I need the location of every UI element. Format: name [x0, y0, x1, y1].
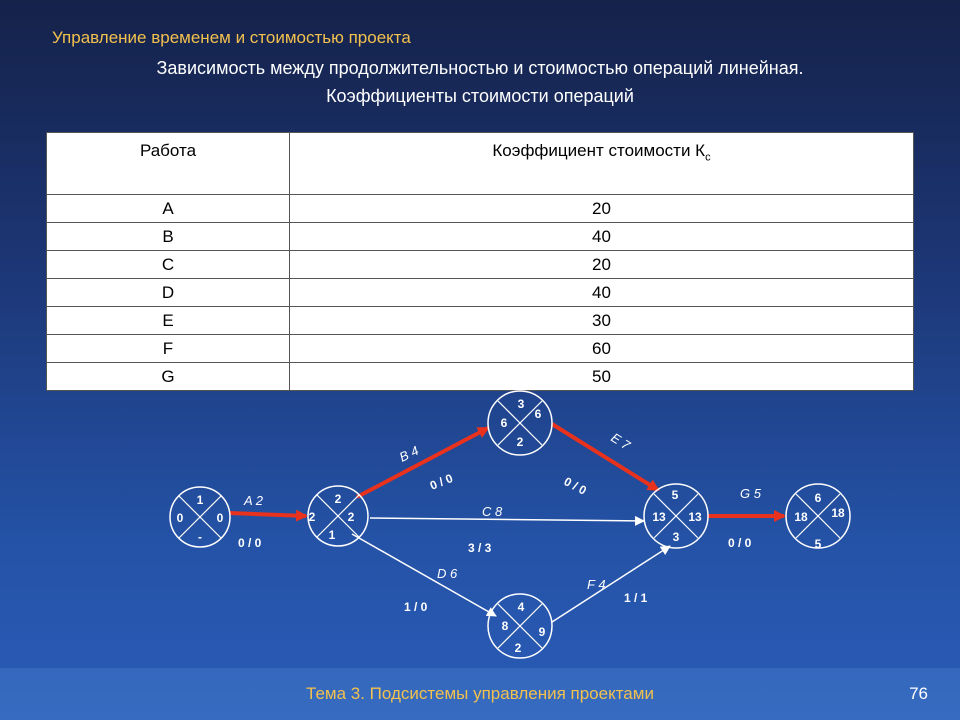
node-2-prev: 1: [328, 528, 336, 542]
header-coefficient-text: Коэффициент стоимости К: [492, 141, 706, 160]
edge-A-label: A 2: [244, 493, 264, 508]
cell-coef: 40: [290, 223, 914, 251]
cell-work: B: [47, 223, 290, 251]
edge-B-label: B 4: [396, 442, 421, 465]
node-3-number: 3: [517, 397, 525, 411]
edge-C: [370, 518, 644, 521]
cell-work: E: [47, 307, 290, 335]
node-5-prev: 3: [672, 530, 680, 544]
cell-work: G: [47, 363, 290, 391]
node-2-late: 2: [347, 510, 355, 524]
node-6-prev: 5: [814, 537, 822, 551]
edge-F-reserve: 1 / 1: [624, 591, 648, 605]
cell-coef: 50: [290, 363, 914, 391]
edge-G-reserve: 0 / 0: [728, 536, 752, 550]
edge-D-reserve: 1 / 0: [404, 600, 428, 614]
header-coefficient-subscript: с: [705, 151, 711, 164]
node-4-late: 9: [538, 625, 546, 639]
cell-work: A: [47, 195, 290, 223]
slide-subtitle-line1: Зависимость между продолжительностью и стоимостью операций линейная.: [156, 58, 804, 78]
cell-coef: 60: [290, 335, 914, 363]
edge-C-label: C 8: [482, 504, 503, 519]
node-6-number: 6: [814, 491, 822, 505]
node-2-early: 2: [308, 510, 316, 524]
event-node-6: [786, 484, 850, 551]
node-5-early: 13: [652, 510, 666, 524]
edge-E-label: E 7: [608, 429, 633, 453]
edge-F-label: F 4: [587, 577, 606, 592]
cell-coef: 30: [290, 307, 914, 335]
node-5-late: 13: [688, 510, 702, 524]
edge-F: [552, 546, 670, 622]
event-node-3: [488, 391, 552, 455]
page-number: 76: [909, 684, 928, 703]
cell-coef: 20: [290, 251, 914, 279]
cell-coef: 40: [290, 279, 914, 307]
node-6-late: 18: [831, 506, 845, 520]
cell-work: F: [47, 335, 290, 363]
event-node-5: [644, 484, 708, 548]
node-3-prev: 2: [516, 435, 524, 449]
node-4-number: 4: [517, 600, 525, 614]
edge-G-label: G 5: [740, 486, 761, 501]
edge-A-reserve: 0 / 0: [238, 536, 262, 550]
node-4-early: 8: [501, 619, 509, 633]
node-2-number: 2: [334, 492, 342, 506]
node-1-number: 1: [196, 493, 204, 507]
edge-D-label: D 6: [437, 566, 458, 581]
event-node-4: [488, 594, 552, 658]
edge-B: [357, 428, 488, 497]
node-1-late: 0: [216, 511, 224, 525]
event-node-2: [308, 486, 368, 546]
header-work: Работа: [47, 133, 290, 195]
footer-topic: Тема 3. Подсистемы управления проектами: [306, 684, 654, 703]
edge-C-reserve: 3 / 3: [468, 541, 492, 555]
edge-A: [230, 513, 306, 516]
cell-work: C: [47, 251, 290, 279]
event-node-1: [170, 487, 230, 547]
node-1-prev: -: [198, 530, 202, 544]
node-3-late: 6: [534, 407, 542, 421]
cell-coef: 20: [290, 195, 914, 223]
node-6-early: 18: [794, 510, 808, 524]
slide-topic: Управление временем и стоимостью проекта: [52, 28, 411, 47]
edge-E-reserve: 0 / 0: [561, 474, 589, 498]
cell-work: D: [47, 279, 290, 307]
node-5-number: 5: [671, 488, 679, 502]
node-4-prev: 2: [514, 641, 522, 655]
node-1-early: 0: [176, 511, 184, 525]
slide-subtitle-line2: Коэффициенты стоимости операций: [326, 86, 634, 106]
node-3-early: 6: [500, 416, 508, 430]
edge-B-reserve: 0 / 0: [427, 471, 455, 493]
